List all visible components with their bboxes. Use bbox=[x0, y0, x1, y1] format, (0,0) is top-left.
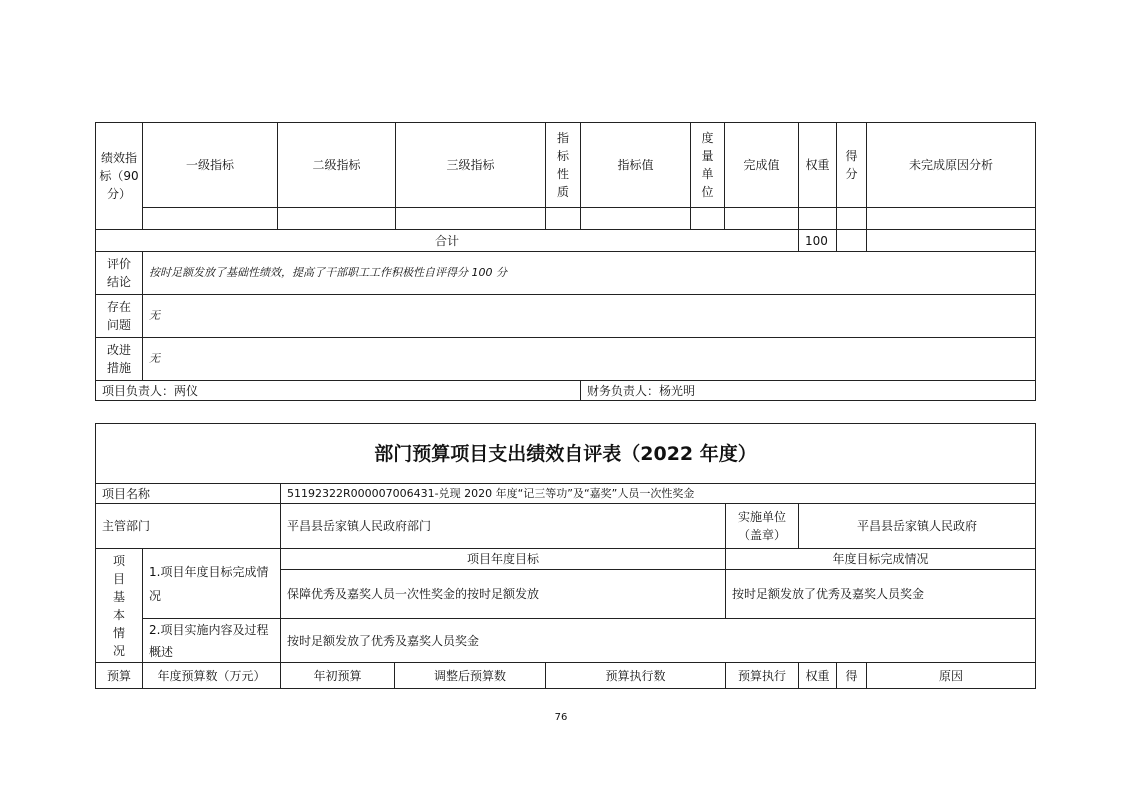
header-completed: 完成值 bbox=[724, 122, 799, 208]
header-score: 得分 bbox=[836, 122, 867, 208]
basic-label: 项目基本情况 bbox=[95, 548, 143, 663]
header-level1: 一级指标 bbox=[142, 122, 278, 208]
page-number: 76 bbox=[554, 712, 568, 723]
impl-label: 实施单位（盖章） bbox=[725, 503, 799, 549]
content-label: 2.项目实施内容及过程概述 bbox=[142, 618, 281, 663]
empty-cell bbox=[395, 207, 546, 230]
empty-cell bbox=[798, 207, 837, 230]
improve-text: 无 bbox=[142, 337, 1036, 381]
dept: 平昌县岳家镇人民政府部门 bbox=[280, 503, 726, 549]
header-reason: 未完成原因分析 bbox=[866, 122, 1036, 208]
budget-cell: 预算执行 bbox=[725, 662, 799, 689]
goal-text: 保障优秀及嘉奖人员一次性奖金的按时足额发放 bbox=[280, 569, 726, 619]
empty-cell bbox=[580, 207, 691, 230]
completion-header: 年度目标完成情况 bbox=[725, 548, 1036, 570]
total-label: 合计 bbox=[95, 229, 799, 252]
budget-cell: 原因 bbox=[866, 662, 1036, 689]
header-weight: 权重 bbox=[798, 122, 837, 208]
perf-side-label: 绩效指标（90分） bbox=[95, 122, 143, 230]
total-reason bbox=[866, 229, 1036, 252]
total-weight: 100 bbox=[798, 229, 837, 252]
dept-label: 主管部门 bbox=[95, 503, 281, 549]
form-title: 部门预算项目支出绩效自评表（2022 年度） bbox=[95, 423, 1036, 484]
empty-cell bbox=[277, 207, 396, 230]
budget-cell: 年初预算 bbox=[280, 662, 395, 689]
impl: 平昌县岳家镇人民政府 bbox=[798, 503, 1036, 549]
header-unit: 度量单位 bbox=[690, 122, 725, 208]
empty-cell bbox=[690, 207, 725, 230]
budget-cell: 调整后预算数 bbox=[394, 662, 546, 689]
project-name-label: 项目名称 bbox=[95, 483, 281, 504]
eval-text: 按时足额发放了基础性绩效，提高了干部职工工作积极性自评得分 100 分 bbox=[142, 251, 1036, 295]
empty-cell bbox=[866, 207, 1036, 230]
header-level2: 二级指标 bbox=[277, 122, 396, 208]
empty-cell bbox=[724, 207, 799, 230]
header-level3: 三级指标 bbox=[395, 122, 546, 208]
project-name: 51192322R000007006431-兑现 2020 年度“记三等功”及“嘉奖”人员一次性奖金 bbox=[280, 483, 1036, 504]
completion-text: 按时足额发放了优秀及嘉奖人员奖金 bbox=[725, 569, 1036, 619]
total-score bbox=[836, 229, 867, 252]
budget-cell: 预算 bbox=[95, 662, 143, 689]
empty-cell bbox=[836, 207, 867, 230]
empty-cell bbox=[545, 207, 581, 230]
eval-label: 评价结论 bbox=[95, 251, 143, 295]
budget-cell: 得 bbox=[836, 662, 867, 689]
project-lead: 项目负责人：两仪 bbox=[95, 380, 581, 401]
goal-header: 项目年度目标 bbox=[280, 548, 726, 570]
issues-label: 存在问题 bbox=[95, 294, 143, 338]
budget-cell: 权重 bbox=[798, 662, 837, 689]
header-value: 指标值 bbox=[580, 122, 691, 208]
improve-label: 改进措施 bbox=[95, 337, 143, 381]
finance-lead: 财务负责人：杨光明 bbox=[580, 380, 1036, 401]
goal-label: 1.项目年度目标完成情况 bbox=[142, 548, 281, 619]
header-nature: 指标性质 bbox=[545, 122, 581, 208]
issues-text: 无 bbox=[142, 294, 1036, 338]
content-text: 按时足额发放了优秀及嘉奖人员奖金 bbox=[280, 618, 1036, 663]
budget-cell: 预算执行数 bbox=[545, 662, 726, 689]
budget-cell: 年度预算数（万元） bbox=[142, 662, 281, 689]
empty-cell bbox=[142, 207, 278, 230]
